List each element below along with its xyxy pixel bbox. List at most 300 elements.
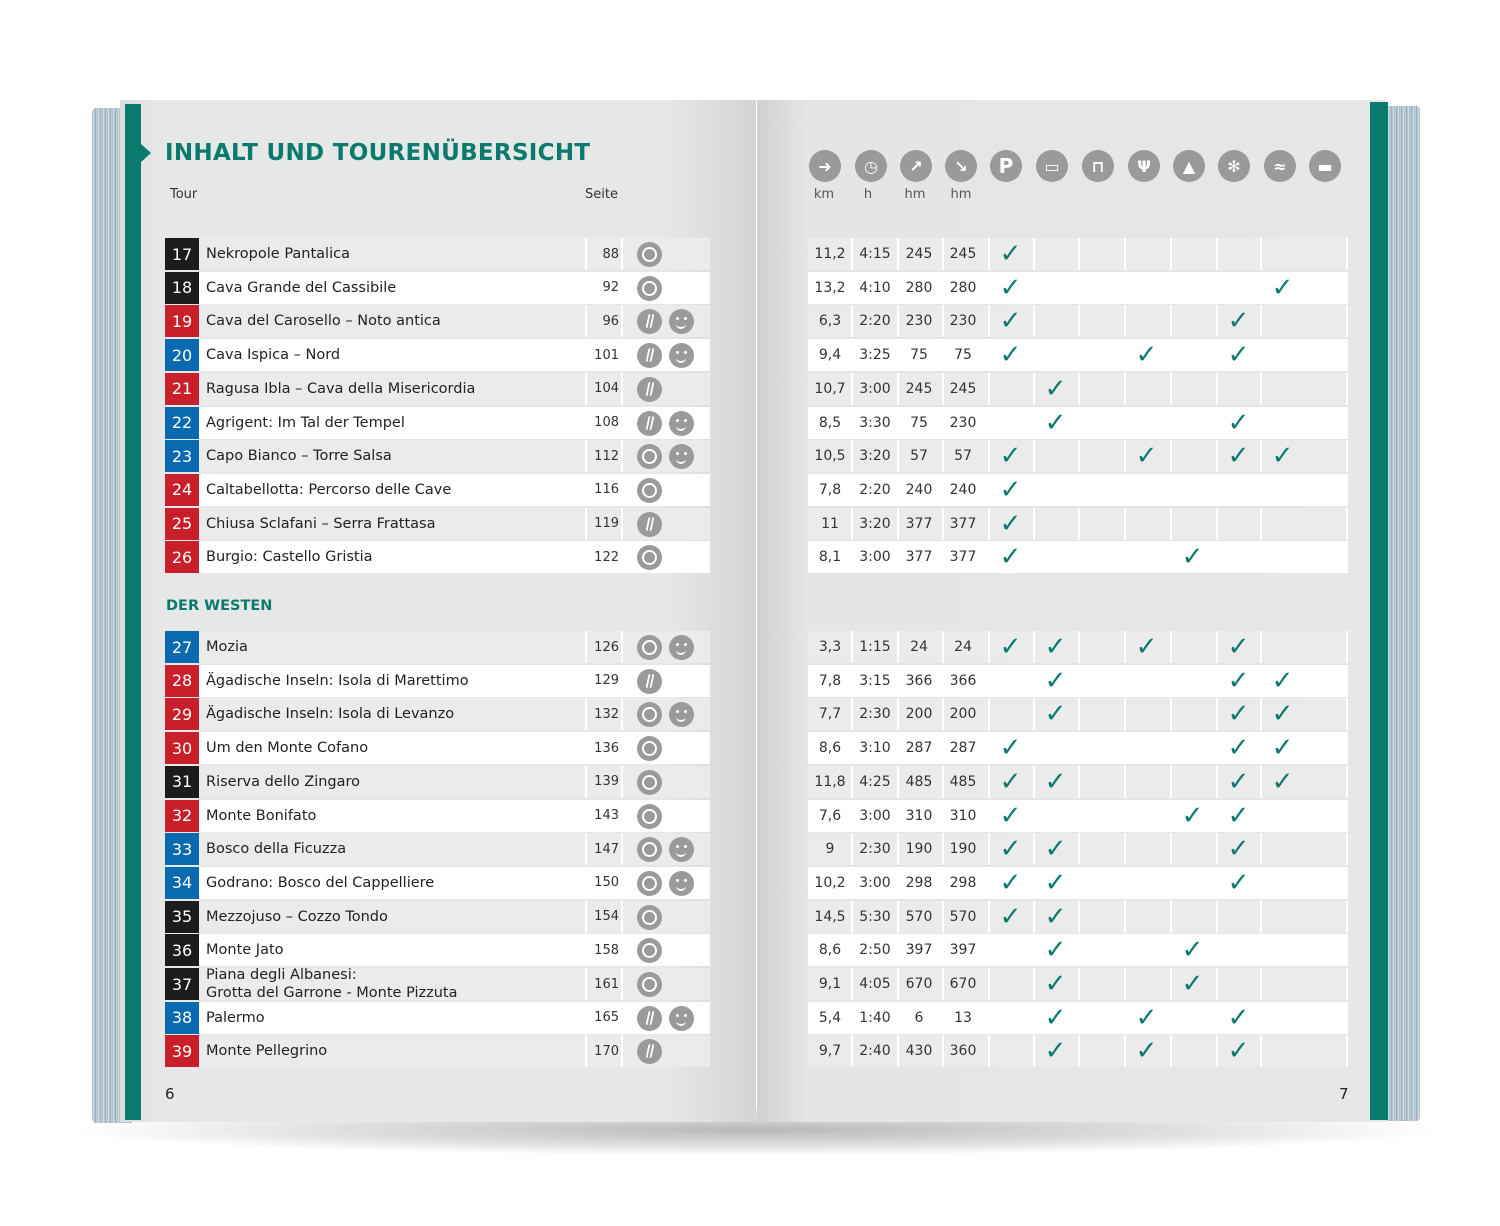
circular-route-icon xyxy=(637,871,662,896)
column-divider xyxy=(1260,934,1262,966)
check-mark: ✓ xyxy=(1271,665,1294,696)
tour-number: 30 xyxy=(165,732,199,764)
child-friendly-icon xyxy=(669,1006,694,1031)
check-mark: ✓ xyxy=(1227,441,1250,472)
column-divider xyxy=(897,339,899,371)
column-divider xyxy=(897,631,899,663)
tour-hours: 3:20 xyxy=(859,515,891,532)
tour-title: Mozia xyxy=(206,639,248,655)
tour-descent: 230 xyxy=(949,313,977,330)
tour-km: 10,7 xyxy=(814,380,846,397)
column-divider xyxy=(1078,305,1080,337)
column-divider xyxy=(942,698,944,730)
column-divider xyxy=(1124,968,1126,1000)
tour-page-number: 112 xyxy=(594,448,619,464)
column-divider xyxy=(1078,901,1080,933)
tour-title: Riserva dello Zingaro xyxy=(206,773,361,790)
tour-descent: 377 xyxy=(949,549,977,566)
tour-descent: 13 xyxy=(954,1009,972,1026)
tour-title: Ägadische Inseln: Isola di Marettimo xyxy=(206,672,469,689)
tour-number: 27 xyxy=(165,631,199,663)
column-divider xyxy=(1078,968,1080,1000)
tour-title: Palermo xyxy=(206,1009,265,1026)
tour-descent: 75 xyxy=(954,347,972,364)
tour-page-number: 101 xyxy=(594,347,619,363)
tour-row-right xyxy=(808,968,1346,1000)
tour-ascent: 200 xyxy=(905,706,933,723)
tour-row-right xyxy=(808,766,1346,798)
column-divider xyxy=(1124,508,1126,540)
tour-page-number: 154 xyxy=(594,909,619,925)
column-divider xyxy=(1346,833,1348,865)
tour-number: 20 xyxy=(165,339,199,371)
tour-ascent: 75 xyxy=(910,414,928,431)
tour-descent: 298 xyxy=(949,874,977,891)
tour-row-left xyxy=(165,508,710,540)
check-mark: ✓ xyxy=(1135,632,1158,662)
tour-ascent: 298 xyxy=(905,874,933,891)
column-divider xyxy=(1124,541,1126,573)
column-divider xyxy=(621,766,623,798)
column-divider xyxy=(1124,901,1126,933)
check-mark: ✓ xyxy=(1227,1002,1250,1033)
column-divider xyxy=(851,968,853,1000)
column-header-ascent: hm xyxy=(904,187,926,202)
check-mark: ✓ xyxy=(999,766,1022,797)
column-divider xyxy=(1170,373,1172,405)
column-divider xyxy=(897,934,899,966)
check-mark: ✓ xyxy=(1227,1036,1250,1067)
tour-row-right xyxy=(808,440,1346,472)
check-mark: ✓ xyxy=(1227,800,1250,831)
check-mark: ✓ xyxy=(999,733,1022,764)
circular-route-icon xyxy=(637,905,662,930)
check-mark: ✓ xyxy=(1227,665,1250,696)
tour-km: 8,6 xyxy=(818,942,842,959)
linear-route-icon xyxy=(637,512,662,537)
tour-row-right xyxy=(808,631,1346,663)
column-divider xyxy=(1216,373,1218,405)
circular-route-icon xyxy=(637,276,662,301)
column-divider xyxy=(942,833,944,865)
column-divider xyxy=(1078,800,1080,832)
column-divider xyxy=(988,407,990,439)
tour-hours: 3:20 xyxy=(859,448,891,465)
tour-descent: 287 xyxy=(949,740,977,757)
ascent-icon: ↗ xyxy=(900,150,932,182)
check-mark: ✓ xyxy=(1044,699,1067,730)
tour-page-number: 92 xyxy=(602,280,619,296)
tour-ascent: 190 xyxy=(905,841,933,858)
column-divider xyxy=(621,732,623,764)
column-divider xyxy=(942,867,944,899)
column-divider xyxy=(1033,474,1035,506)
tour-descent: 310 xyxy=(949,807,977,824)
column-divider xyxy=(897,305,899,337)
column-divider xyxy=(942,800,944,832)
column-divider xyxy=(621,373,623,405)
tour-row-left xyxy=(165,407,710,439)
column-divider xyxy=(897,732,899,764)
tour-number: 32 xyxy=(165,800,199,832)
column-divider xyxy=(942,934,944,966)
tour-descent: 397 xyxy=(949,942,977,959)
tour-row-left xyxy=(165,440,710,472)
tour-hours: 4:05 xyxy=(859,976,891,992)
column-divider xyxy=(1170,407,1172,439)
tour-title: Nekropole Pantalica xyxy=(206,246,350,262)
column-divider xyxy=(897,407,899,439)
tour-row-right xyxy=(808,901,1346,933)
tour-row-right xyxy=(808,665,1346,697)
tour-page-number: 143 xyxy=(594,808,619,823)
column-divider xyxy=(1346,373,1348,405)
column-divider xyxy=(1124,800,1126,832)
tour-km: 8,5 xyxy=(818,414,842,431)
check-mark: ✓ xyxy=(1135,340,1158,371)
tour-ascent: 397 xyxy=(905,942,933,959)
tour-hours: 1:40 xyxy=(859,1009,891,1026)
column-divider xyxy=(621,901,623,933)
tour-row-left xyxy=(165,800,710,832)
tour-descent: 240 xyxy=(949,481,977,498)
column-divider xyxy=(851,766,853,798)
clock-icon: ◷ xyxy=(855,150,887,182)
tour-descent: 570 xyxy=(949,908,977,925)
tour-row-right xyxy=(808,1035,1346,1067)
check-mark: ✓ xyxy=(1044,373,1067,404)
tour-title-line2: Grotta del Garrone - Monte Pizzuta xyxy=(206,985,458,1001)
column-divider xyxy=(1078,766,1080,798)
circular-route-icon xyxy=(637,242,662,267)
column-divider xyxy=(988,1035,990,1067)
column-divider xyxy=(942,238,944,270)
check-mark: ✓ xyxy=(999,272,1022,303)
column-divider xyxy=(897,833,899,865)
check-mark: ✓ xyxy=(999,834,1022,865)
tour-title: Godrano: Bosco del Cappelliere xyxy=(206,874,435,891)
check-mark: ✓ xyxy=(999,632,1022,662)
tour-km: 14,5 xyxy=(814,908,846,925)
tour-row-left xyxy=(165,698,710,730)
column-divider xyxy=(942,272,944,304)
tour-hours: 3:30 xyxy=(859,414,891,431)
right-accent-band xyxy=(1370,102,1388,1120)
descent-icon: ↘ xyxy=(945,150,977,182)
tour-hours: 2:30 xyxy=(859,706,891,723)
tour-number: 26 xyxy=(165,541,199,573)
column-divider xyxy=(1033,508,1035,540)
column-divider xyxy=(851,1002,853,1034)
tour-row-left xyxy=(165,1002,710,1034)
check-mark: ✓ xyxy=(999,508,1022,539)
tour-hours: 3:00 xyxy=(859,380,891,397)
tour-row-right xyxy=(808,800,1346,832)
column-divider xyxy=(1346,407,1348,439)
tour-km: 6,3 xyxy=(818,313,842,330)
left-accent-band xyxy=(125,104,141,1120)
column-divider xyxy=(1124,272,1126,304)
column-divider xyxy=(851,474,853,506)
column-divider xyxy=(1078,867,1080,899)
tour-row-left xyxy=(165,968,710,1000)
column-divider xyxy=(1170,508,1172,540)
column-divider xyxy=(1033,272,1035,304)
column-divider xyxy=(851,833,853,865)
column-divider xyxy=(1346,508,1348,540)
tour-row-left xyxy=(165,272,710,304)
column-divider xyxy=(851,800,853,832)
tour-number: 24 xyxy=(165,474,199,506)
column-divider xyxy=(1170,272,1172,304)
tour-title: Capo Bianco – Torre Salsa xyxy=(206,448,392,465)
tour-row-left xyxy=(165,474,710,506)
column-header-tour: Tour xyxy=(170,187,198,202)
column-divider xyxy=(988,934,990,966)
tour-km: 8,1 xyxy=(818,549,842,566)
tour-title: Monte Pellegrino xyxy=(206,1043,328,1060)
tour-title: Cava Ispica – Nord xyxy=(206,347,341,364)
column-divider xyxy=(942,373,944,405)
column-divider xyxy=(1346,766,1348,798)
column-divider xyxy=(1216,474,1218,506)
tour-hours: 2:20 xyxy=(859,481,891,498)
column-divider xyxy=(1078,407,1080,439)
tour-page-number: 96 xyxy=(602,313,619,329)
column-divider xyxy=(1260,508,1262,540)
tour-title: Cava del Carosello – Noto antica xyxy=(206,313,441,330)
check-mark: ✓ xyxy=(999,239,1022,269)
column-divider xyxy=(942,968,944,1000)
tour-row-left xyxy=(165,732,710,764)
column-divider xyxy=(851,901,853,933)
column-divider xyxy=(851,440,853,472)
column-divider xyxy=(851,272,853,304)
tour-km: 9,7 xyxy=(818,1043,842,1060)
tour-number: 38 xyxy=(165,1002,199,1034)
check-mark: ✓ xyxy=(1135,1036,1158,1067)
tour-title xyxy=(206,968,458,1000)
tour-km: 10,5 xyxy=(814,448,846,465)
column-divider xyxy=(897,440,899,472)
column-divider xyxy=(1078,934,1080,966)
check-mark: ✓ xyxy=(1227,407,1250,438)
column-divider xyxy=(1170,698,1172,730)
tour-ascent: 310 xyxy=(905,807,933,824)
column-divider xyxy=(1346,665,1348,697)
tour-title: Mezzojuso – Cozzo Tondo xyxy=(206,908,388,925)
column-divider xyxy=(1124,698,1126,730)
tour-title: Agrigent: Im Tal der Tempel xyxy=(206,414,405,431)
column-divider xyxy=(988,373,990,405)
check-mark: ✓ xyxy=(1044,834,1067,865)
tour-ascent: 230 xyxy=(905,313,933,330)
check-mark: ✓ xyxy=(1181,800,1204,831)
column-divider xyxy=(1346,440,1348,472)
child-friendly-icon xyxy=(669,871,694,896)
tour-ascent: 287 xyxy=(905,740,933,757)
check-mark: ✓ xyxy=(1181,935,1204,966)
tour-row-left xyxy=(165,1035,710,1067)
column-divider xyxy=(1170,867,1172,899)
tour-title: Chiusa Sclafani – Serra Frattasa xyxy=(206,515,436,532)
tour-ascent: 280 xyxy=(905,279,933,296)
column-divider xyxy=(1078,440,1080,472)
column-divider xyxy=(942,541,944,573)
column-divider xyxy=(851,665,853,697)
column-divider xyxy=(621,968,623,1000)
column-divider xyxy=(1346,541,1348,573)
tour-row-right xyxy=(808,474,1346,506)
column-divider xyxy=(942,631,944,663)
tour-hours: 3:00 xyxy=(859,874,891,891)
tour-page-number: 158 xyxy=(594,942,619,958)
tour-descent: 485 xyxy=(949,773,977,790)
tour-hours: 3:10 xyxy=(859,740,891,757)
tour-title: Bosco della Ficuzza xyxy=(206,841,347,858)
tour-row-right xyxy=(808,541,1346,573)
column-divider xyxy=(1078,373,1080,405)
tour-page-number: 116 xyxy=(594,482,619,498)
tour-descent: 245 xyxy=(949,246,977,262)
column-divider xyxy=(1078,698,1080,730)
column-divider xyxy=(1170,440,1172,472)
column-divider xyxy=(621,508,623,540)
check-mark: ✓ xyxy=(1044,867,1067,898)
column-divider xyxy=(1346,1035,1348,1067)
check-mark: ✓ xyxy=(1227,632,1250,662)
tour-row-right xyxy=(808,272,1346,304)
column-divider xyxy=(897,665,899,697)
circular-route-icon xyxy=(637,478,662,503)
column-divider xyxy=(1078,833,1080,865)
column-divider xyxy=(1124,407,1126,439)
tour-hours: 5:30 xyxy=(859,908,891,925)
tour-ascent: 377 xyxy=(905,515,933,532)
check-mark: ✓ xyxy=(1044,969,1067,999)
tour-hours: 4:15 xyxy=(859,246,891,262)
linear-route-icon xyxy=(637,411,662,436)
column-divider xyxy=(851,698,853,730)
column-divider xyxy=(1124,867,1126,899)
column-divider xyxy=(1170,238,1172,270)
column-divider xyxy=(1346,901,1348,933)
column-divider xyxy=(1170,1035,1172,1067)
column-divider xyxy=(851,631,853,663)
column-divider xyxy=(621,238,623,270)
restaurant-icon: Ψ xyxy=(1128,150,1160,182)
tour-descent: 245 xyxy=(949,380,977,397)
tour-km: 7,6 xyxy=(818,807,842,824)
column-divider xyxy=(1346,800,1348,832)
tour-page-number: 165 xyxy=(594,1010,619,1026)
winter-icon: ✻ xyxy=(1218,150,1250,182)
column-divider xyxy=(942,407,944,439)
tour-ascent: 245 xyxy=(905,380,933,397)
column-divider xyxy=(621,440,623,472)
column-divider xyxy=(897,373,899,405)
tour-ascent: 430 xyxy=(905,1043,933,1060)
column-divider xyxy=(942,1002,944,1034)
tour-number: 19 xyxy=(165,305,199,337)
check-mark: ✓ xyxy=(1044,766,1067,797)
tour-number: 34 xyxy=(165,867,199,899)
column-divider xyxy=(1346,339,1348,371)
column-divider xyxy=(851,934,853,966)
child-friendly-icon xyxy=(669,411,694,436)
check-mark: ✓ xyxy=(1271,766,1294,797)
linear-route-icon xyxy=(637,669,662,694)
tour-number: 39 xyxy=(165,1035,199,1067)
tour-page-number: 132 xyxy=(594,706,619,722)
tour-hours: 3:00 xyxy=(859,807,891,824)
tour-ascent: 24 xyxy=(910,639,928,655)
column-divider xyxy=(1124,833,1126,865)
tour-title: Monte Bonifato xyxy=(206,807,317,824)
column-divider xyxy=(988,698,990,730)
column-divider xyxy=(621,833,623,865)
child-friendly-icon xyxy=(669,343,694,368)
column-divider xyxy=(897,698,899,730)
tour-hours: 3:15 xyxy=(859,672,891,689)
tour-number: 23 xyxy=(165,440,199,472)
column-divider xyxy=(1124,373,1126,405)
column-divider xyxy=(942,766,944,798)
column-divider xyxy=(897,508,899,540)
tour-row-left xyxy=(165,901,710,933)
tour-row-left xyxy=(165,541,710,573)
tour-km: 9 xyxy=(825,841,835,858)
check-mark: ✓ xyxy=(1271,699,1294,730)
tour-title: Caltabellotta: Percorso delle Cave xyxy=(206,481,452,498)
column-divider xyxy=(1124,474,1126,506)
tour-title: Ragusa Ibla – Cava della Misericordia xyxy=(206,380,476,397)
tour-row-right xyxy=(808,508,1346,540)
column-divider xyxy=(1346,631,1348,663)
column-divider xyxy=(897,901,899,933)
column-divider xyxy=(1346,305,1348,337)
column-divider xyxy=(1033,339,1035,371)
tour-hours: 3:25 xyxy=(859,347,891,364)
column-divider xyxy=(897,541,899,573)
tour-ascent: 245 xyxy=(905,246,933,262)
linear-route-icon xyxy=(637,343,662,368)
column-divider xyxy=(621,1035,623,1067)
tour-ascent: 57 xyxy=(910,448,928,465)
column-divider xyxy=(1078,541,1080,573)
column-divider xyxy=(1170,766,1172,798)
column-divider xyxy=(1346,968,1348,1000)
tour-descent: 200 xyxy=(949,706,977,723)
column-divider xyxy=(621,407,623,439)
column-divider xyxy=(942,665,944,697)
check-mark: ✓ xyxy=(999,340,1022,371)
page-number-left: 6 xyxy=(165,1085,175,1103)
tour-ascent: 670 xyxy=(905,976,933,992)
column-divider xyxy=(1170,339,1172,371)
column-divider xyxy=(621,474,623,506)
column-divider xyxy=(897,272,899,304)
tour-number: 17 xyxy=(165,238,199,270)
column-divider xyxy=(851,373,853,405)
check-mark: ✓ xyxy=(1227,733,1250,764)
check-mark: ✓ xyxy=(1227,340,1250,371)
column-divider xyxy=(1260,541,1262,573)
column-divider xyxy=(1260,474,1262,506)
column-divider xyxy=(1078,272,1080,304)
column-divider xyxy=(621,698,623,730)
tour-page-number: 136 xyxy=(594,740,619,756)
